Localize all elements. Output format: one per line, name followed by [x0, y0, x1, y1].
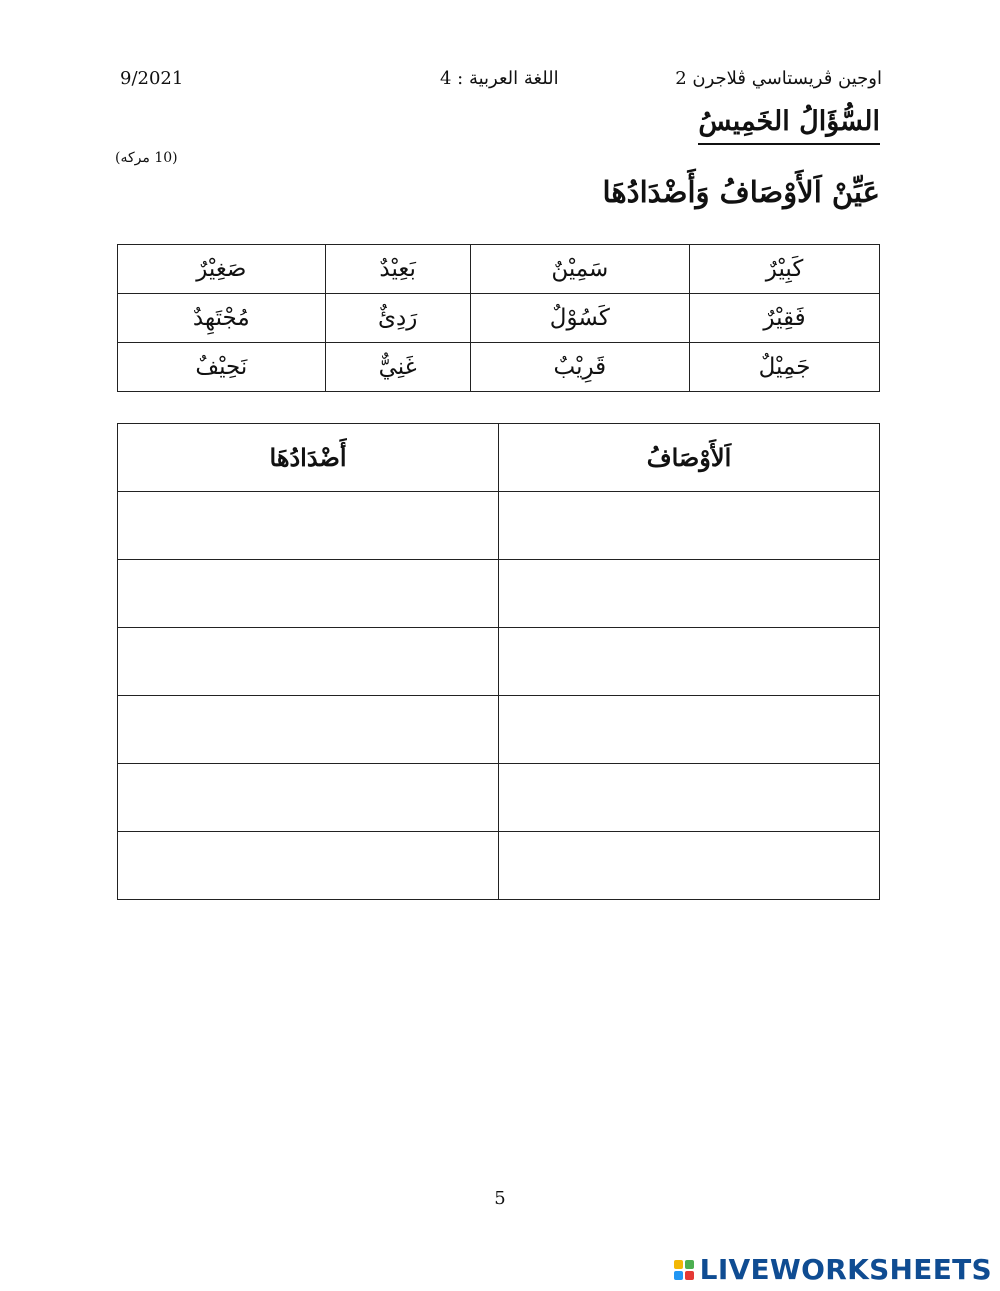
description-answer-input[interactable]: [499, 492, 879, 559]
word-bank-row: [118, 294, 880, 343]
opposite-answer-input[interactable]: [118, 560, 498, 627]
word-bank-table: [117, 244, 880, 392]
logo-square: [674, 1260, 683, 1269]
word-bank-cell: كَسُوْلٌ: [470, 294, 689, 343]
logo-square: [685, 1271, 694, 1280]
answer-table: [117, 423, 880, 900]
answer-row: [118, 628, 880, 696]
opposite-answer-input[interactable]: [118, 764, 498, 831]
word-bank-cell: فَقِيْرٌ: [690, 294, 880, 343]
word-bank-cell: مُجْتَهِدٌ: [118, 294, 326, 343]
answer-row: [118, 696, 880, 764]
description-answer-input[interactable]: [499, 764, 879, 831]
school-name: اوجين ڤريستاسي ڤلاجرن 2: [675, 68, 882, 89]
answer-row: [118, 492, 880, 560]
word-bank-row: [118, 245, 880, 294]
brand-name: LIVEWORKSHEETS: [699, 1253, 992, 1286]
answer-row: [118, 764, 880, 832]
description-answer-input[interactable]: [499, 832, 879, 899]
word-bank-cell: جَمِيْلٌ: [690, 343, 880, 392]
word-bank-cell: صَغِيْرٌ: [118, 245, 326, 294]
marks-label: (10 مركه): [115, 150, 178, 166]
word-bank-cell: كَبِيْرٌ: [690, 245, 880, 294]
opposite-answer-input[interactable]: [118, 696, 498, 763]
word-bank-cell: قَرِيْبٌ: [470, 343, 689, 392]
liveworksheets-brand[interactable]: [674, 1253, 992, 1286]
logo-square: [685, 1260, 694, 1269]
page-number: 5: [494, 1188, 506, 1209]
subject-label: اللغة العربية : 4: [440, 68, 559, 89]
opposite-answer-input[interactable]: [118, 628, 498, 695]
answer-table-header: [118, 424, 880, 492]
word-bank-cell: غَنِيٌّ: [325, 343, 470, 392]
description-answer-input[interactable]: [499, 560, 879, 627]
opposite-answer-input[interactable]: [118, 492, 498, 559]
word-bank-cell: رَدِئٌ: [325, 294, 470, 343]
answer-row: [118, 560, 880, 628]
instruction: عَيِّنْ اَلأَوْصَافُ وَأَضْدَادُهَا: [602, 175, 880, 209]
descriptions-header: اَلأَوْصَافُ: [499, 424, 880, 492]
word-bank-cell: سَمِيْنٌ: [470, 245, 689, 294]
answer-row: [118, 832, 880, 900]
word-bank-cell: بَعِيْدٌ: [325, 245, 470, 294]
logo-square: [674, 1271, 683, 1280]
description-answer-input[interactable]: [499, 696, 879, 763]
liveworksheets-logo-icon: [674, 1260, 694, 1280]
opposites-header: أَضْدَادُهَا: [118, 424, 499, 492]
word-bank-row: [118, 343, 880, 392]
date-label: 9/2021: [120, 68, 184, 89]
description-answer-input[interactable]: [499, 628, 879, 695]
question-title: السُّؤَالُ الخَمِيسُ: [698, 106, 880, 145]
word-bank-cell: نَحِيْفٌ: [118, 343, 326, 392]
opposite-answer-input[interactable]: [118, 832, 498, 899]
